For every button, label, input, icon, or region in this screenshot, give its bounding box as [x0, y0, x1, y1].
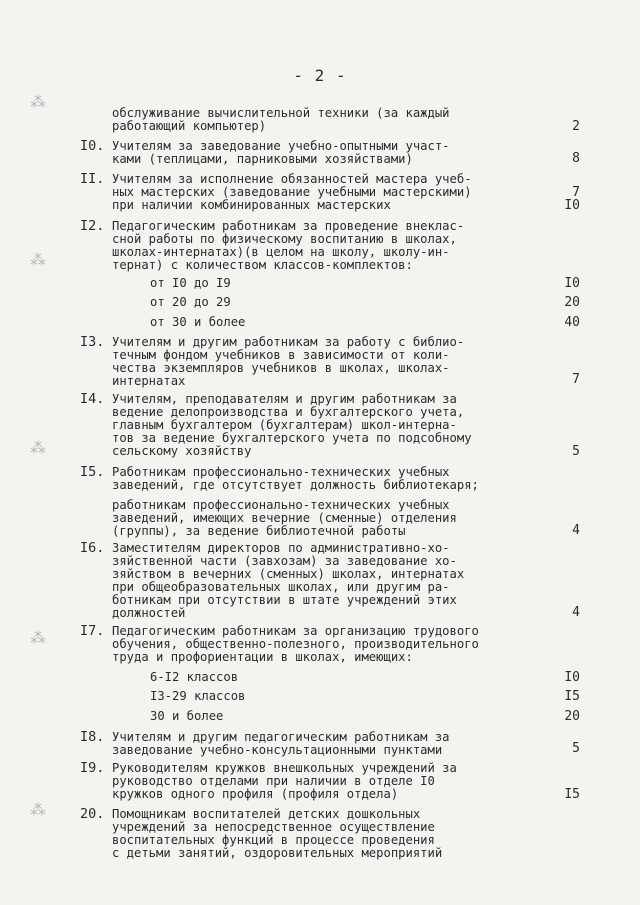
subitem-text: от 30 и более — [150, 315, 246, 329]
item-value: 7 — [572, 372, 580, 387]
item-text: Учителям и другим педагогическим работникам за заведование учебно-консультационными пунктами — [112, 730, 450, 757]
item-text: Работникам профессионально-технических учебных заведений, где отсутствует должность библиотекаря; — [112, 465, 479, 492]
item-number: 20. — [80, 806, 105, 822]
item-text: Педагогическим работникам за организацию трудового обучения, общественно-полезного, производительного труда и профориентации в школах, имеющих: — [112, 624, 479, 664]
item-value: 2 — [572, 119, 580, 134]
item-number: I7. — [80, 623, 105, 639]
item-number: II. — [80, 171, 105, 187]
punch-hole-mark: ⁂ — [30, 438, 46, 457]
item-text: Учителям и другим работникам за работу с библио- течным фондом учебников в зависимости от коли- чества экземпляров учебников в школах, школах- интернатах — [112, 335, 465, 388]
subitem-value: I0 — [564, 276, 580, 291]
item-number: I0. — [80, 138, 105, 154]
subitem-value: 40 — [564, 315, 580, 330]
punch-hole-mark: ⁂ — [30, 92, 46, 111]
subitem-value: 20 — [564, 709, 580, 724]
item-text: Педагогическим работникам за проведение внеклас- сной работы по физическому воспитанию в школах, школах-интернатах)(в целом на школу, школу-ин- тернат) с количеством классов-комплектов: — [112, 219, 465, 272]
subitem-text: 30 и более — [150, 709, 224, 723]
item-number: I5. — [80, 464, 105, 480]
item-text: работникам профессионально-технических учебных заведений, имеющих вечерние (сменные) отделения (группы), за ведение библиотечной работы — [112, 498, 457, 538]
item-value: 8 — [572, 151, 580, 166]
subitem-text: 6-I2 классов — [150, 670, 239, 684]
item-number: I8. — [80, 729, 105, 745]
subitem-value: I0 — [564, 670, 580, 685]
item-text: Руководителям кружков внешкольных учреждений за руководство отделами при наличии в отделе I0 кружков одного профиля (профиля отдела) — [112, 761, 457, 801]
item-number: I4. — [80, 391, 105, 407]
punch-hole-mark: ⁂ — [30, 250, 46, 269]
item-value: 5 — [572, 444, 580, 459]
item-value: I5 — [564, 787, 580, 802]
item-value: 5 — [572, 741, 580, 756]
item-value: 4 — [572, 523, 580, 538]
item-text: Учителям за исполнение обязанностей мастера учеб- ных мастерских (заведование учебными мастерскими) при наличии комбинированных мастерских — [112, 172, 472, 212]
item-value: 4 — [572, 605, 580, 620]
item-value: 7 I0 — [564, 185, 580, 213]
item-text: обслуживание вычислительной техники (за каждый работающий компьютер) — [112, 106, 450, 133]
punch-hole-mark: ⁂ — [30, 800, 46, 819]
subitem-value: I5 — [564, 689, 580, 704]
item-number: I6. — [80, 540, 105, 556]
item-text: Заместителям директоров по административно-хо- зяйственной части (завхозам) за заведование хо- зяйством в вечерних (сменных) школах, интернатах при общеобразовательных школах, или другим ра- ботникам при отсутствии в штате учреждений этих должностей — [112, 541, 465, 620]
subitem-text: от I0 до I9 — [150, 276, 231, 290]
item-number: I3. — [80, 334, 105, 350]
subitem-text: I3-29 классов — [150, 689, 246, 703]
item-text: Помощникам воспитателей детских дошкольных учреждений за непосредственное осуществление воспитательных функций в процессе проведения с детьми занятий, оздоровительных мероприятий — [112, 807, 443, 860]
page-number: - 2 - — [293, 66, 347, 85]
item-text: Учителям за заведование учебно-опытными участ- ками (теплицами, парниковыми хозяйствами) — [112, 139, 450, 166]
subitem-text: от 20 до 29 — [150, 295, 231, 309]
item-number: I2. — [80, 218, 105, 234]
item-number: I9. — [80, 760, 105, 776]
subitem-value: 20 — [564, 295, 580, 310]
item-text: Учителям, преподавателям и другим работникам за ведение делопроизводства и бухгалтерского учета, главным бухгалтером (бухгалтерам) школ-интерна- тов за ведение бухгалтерского учета по подсобному сельскому хозяйству — [112, 392, 472, 458]
punch-hole-mark: ⁂ — [30, 628, 46, 647]
